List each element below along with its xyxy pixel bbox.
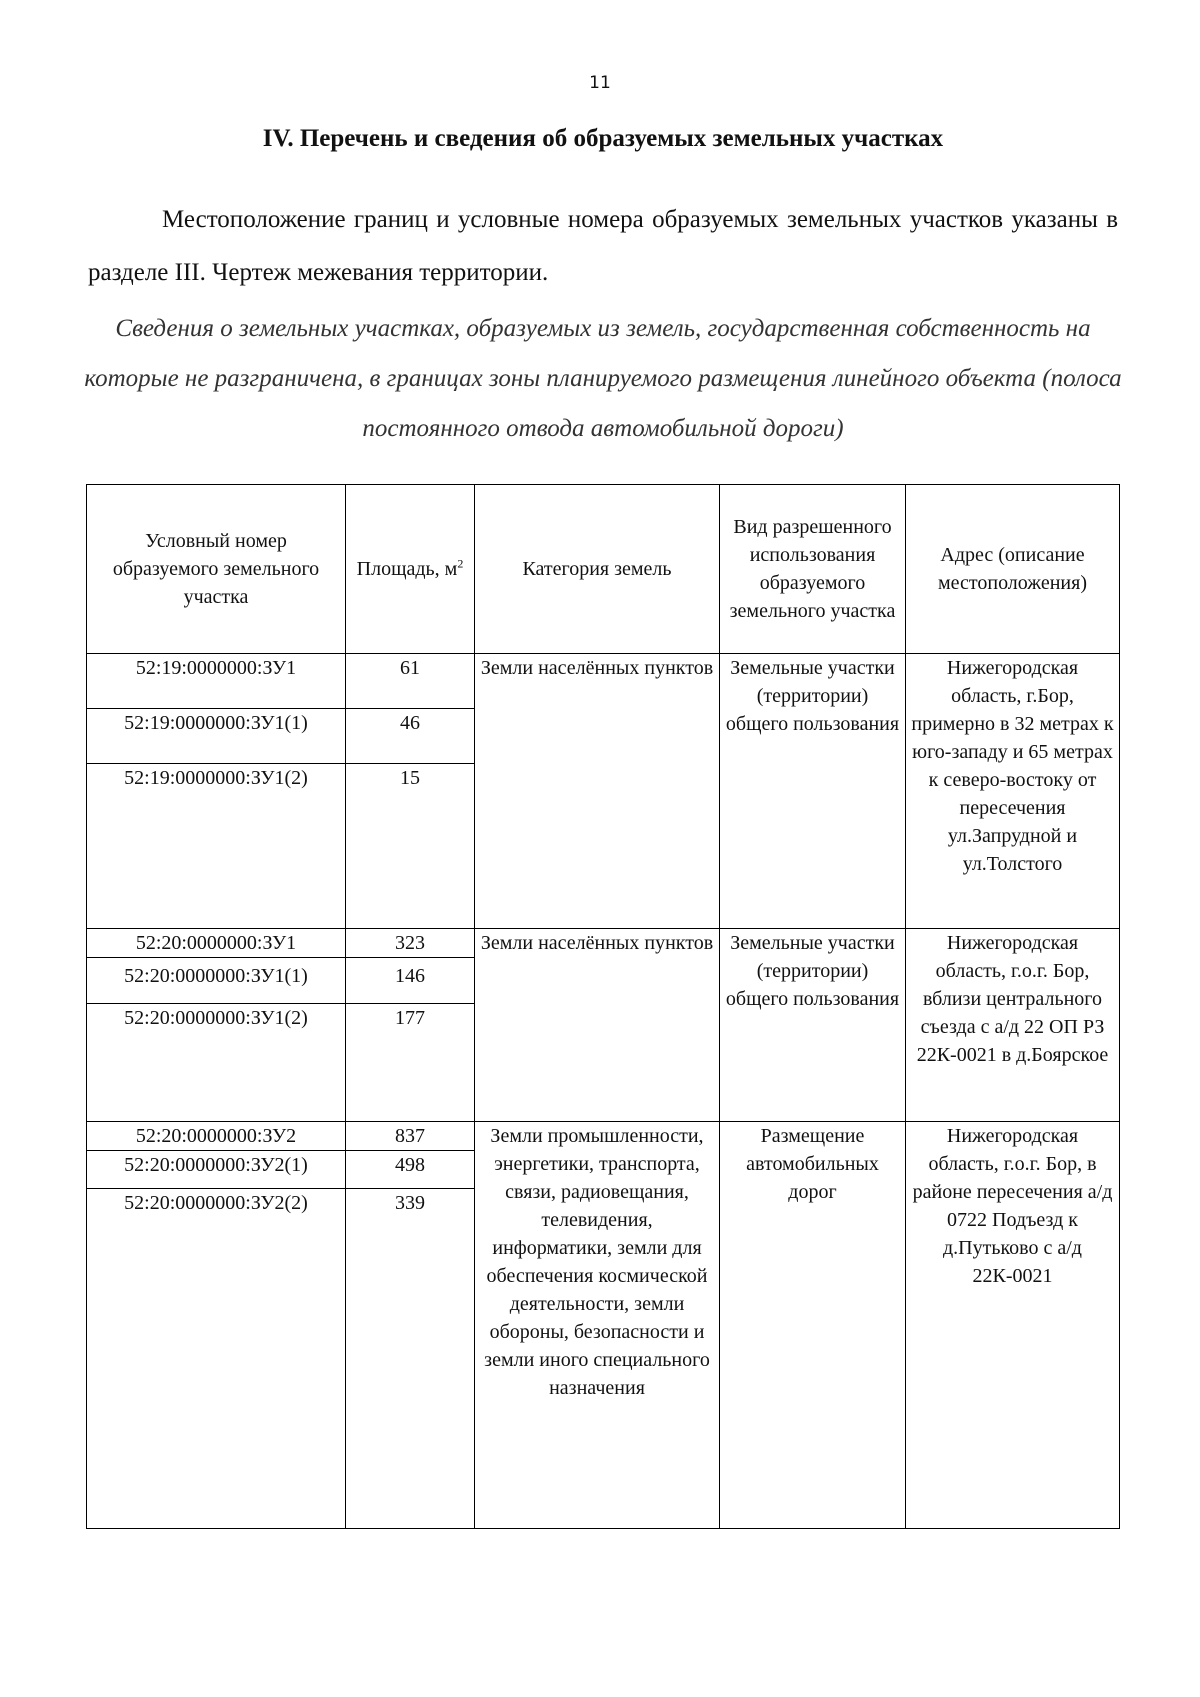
- plot-area: 339: [346, 1189, 475, 1529]
- plot-address: Нижегородская область, г.о.г. Бор, вблизи центрального съезда с а/д 22 ОП РЗ 22К-0021 в д.Боярское: [906, 929, 1120, 1122]
- plot-number: 52:20:0000000:ЗУ2(2): [87, 1189, 346, 1529]
- land-plots-table: [86, 484, 1120, 1529]
- plot-number: 52:19:0000000:ЗУ1(1): [87, 709, 346, 764]
- plot-area: 323: [346, 929, 475, 958]
- plot-area: 146: [346, 958, 475, 1004]
- plot-number: 52:20:0000000:ЗУ2(1): [87, 1151, 346, 1189]
- header-category: Категория земель: [475, 485, 720, 654]
- page-number: 11: [589, 73, 611, 93]
- header-area: [346, 485, 475, 654]
- plot-usage: Земельные участки (территории) общего пользования: [720, 654, 906, 929]
- table-row: [87, 654, 1120, 709]
- plot-area: 837: [346, 1122, 475, 1151]
- plot-category: Земли промышленности, энергетики, транспорта, связи, радиовещания, телевидения, информатики, земли для обеспечения космической деятельности, земли обороны, безопасности и земли иного специального назначения: [475, 1122, 720, 1529]
- plot-area: 177: [346, 1004, 475, 1122]
- plot-number: 52:19:0000000:ЗУ1(2): [87, 764, 346, 929]
- plot-number: 52:19:0000000:ЗУ1: [87, 654, 346, 709]
- plot-area: 61: [346, 654, 475, 709]
- section-title: IV. Перечень и сведения об образуемых земельных участках: [262, 125, 944, 152]
- header-number: Условный номер образуемого земельного участка: [87, 485, 346, 654]
- table-row: [87, 1122, 1120, 1151]
- plot-number: 52:20:0000000:ЗУ2: [87, 1122, 346, 1151]
- plot-number: 52:20:0000000:ЗУ1: [87, 929, 346, 958]
- plot-area: 498: [346, 1151, 475, 1189]
- table-caption: Сведения о земельных участках, образуемых из земель, государственная собственность на которые не разграничена, в границах зоны планируемого размещения линейного объекта (полоса постоянного отвода автомобильной дороги): [84, 315, 1122, 442]
- plot-address: Нижегородская область, г.о.г. Бор, в районе пересечения а/д 0722 Подъезд к д.Путьково с а/д 22К-0021: [906, 1122, 1120, 1529]
- header-usage: Вид разрешенного использования образуемого земельного участка: [720, 485, 906, 654]
- plot-number: 52:20:0000000:ЗУ1(1): [87, 958, 346, 1004]
- plot-category: Земли населённых пунктов: [475, 929, 720, 1122]
- plot-area: 46: [346, 709, 475, 764]
- header-area-sup: 2: [457, 556, 464, 571]
- plot-number: 52:20:0000000:ЗУ1(2): [87, 1004, 346, 1122]
- plot-address: Нижегородская область, г.Бор, примерно в 32 метрах к юго-западу и 65 метрах к северо-востоку от пересечения ул.Запрудной и ул.Толстого: [906, 654, 1120, 929]
- header-address: Адрес (описание местоположения): [906, 485, 1120, 654]
- plot-category: Земли населённых пунктов: [475, 654, 720, 929]
- header-area-label: Площадь, м: [356, 558, 458, 580]
- table-header-row: [87, 485, 1120, 654]
- plot-area: 15: [346, 764, 475, 929]
- plot-usage: Земельные участки (территории) общего пользования: [720, 929, 906, 1122]
- intro-paragraph: Местоположение границ и условные номера образуемых земельных участков указаны в разделе III. Чертеж межевания территории.: [88, 206, 1118, 286]
- table-row: [87, 929, 1120, 958]
- plot-usage: Размещение автомобильных дорог: [720, 1122, 906, 1529]
